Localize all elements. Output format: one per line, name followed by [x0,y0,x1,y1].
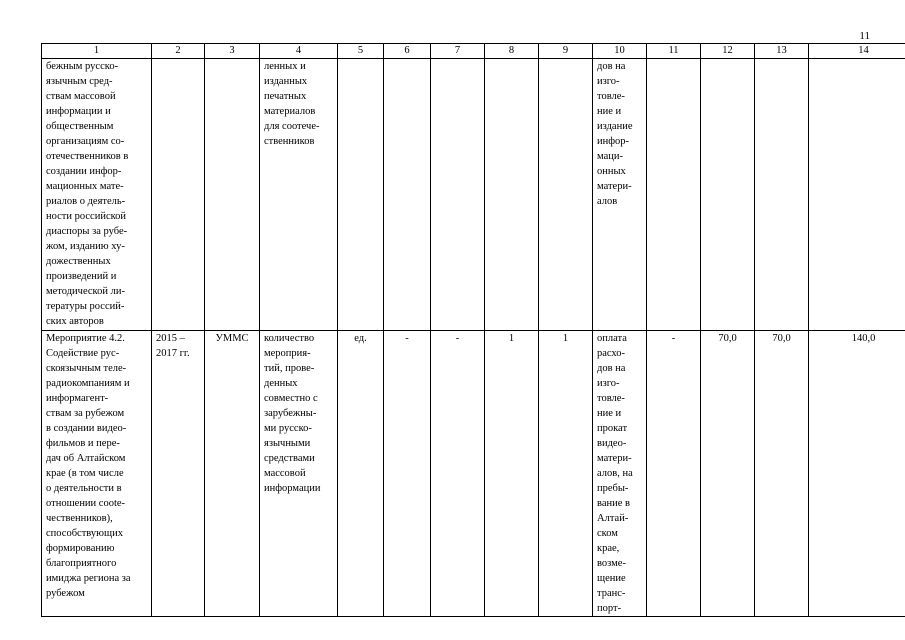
value-cell [384,331,431,617]
page-number: 11 [859,30,870,42]
measure-description: бежным русско- язычным сред- ствам массовой информации и общественным организациям со- отечественников в создании инфор- мационных мате- риалов о деятель- ности российской диаспоры за рубе- жом, изданию ху- дожественных произведений и методической ли- тературы россий- ских авторов [46,61,129,327]
empty-cell [205,59,260,331]
program-measures-table [41,43,905,617]
header-row [42,44,905,59]
empty-cell [809,59,905,331]
indicator-text: ленных и изданных печатных материалов для соотече- ственников [264,61,320,147]
column-number-header: 13 [755,44,809,59]
column-number-header: 3 [205,44,260,59]
expense-direction-text: дов на изго- товле- ние и издание инфор- маци- онных матери- алов [597,61,633,207]
empty-cell [152,59,205,331]
funding-text: 70,0 [718,333,737,344]
column-number-header: 10 [593,44,647,59]
period-cell [152,331,205,617]
executor-cell [205,331,260,617]
indicator-cell [260,59,338,331]
column-number-header: 7 [431,44,485,59]
expense-direction-text: оплата расхо- дов на изго- товле- ние и прокат видео- матери- алов, на пребы- вание в Алтай- ском крае, возме- щение транс- порт- [597,333,633,614]
column-number-header: 4 [260,44,338,59]
value-text: 1 [508,333,515,344]
empty-cell [701,59,755,331]
value-text: - [405,333,409,344]
value-text: 1 [562,333,569,344]
indicator-cell [260,331,338,617]
executor-text: УММС [215,333,249,344]
column-number-header: 12 [701,44,755,59]
empty-cell [647,59,701,331]
column-number-header: 8 [485,44,539,59]
empty-cell [539,59,593,331]
funding-cell [755,331,809,617]
column-number-header: 9 [539,44,593,59]
measure-description-cell [42,59,152,331]
unit-text: ед. [354,333,367,344]
column-number-header: 14 [809,44,905,59]
column-number-header: 11 [647,44,701,59]
column-number-header: 6 [384,44,431,59]
expense-direction-cell [593,331,647,617]
column-number-header: 1 [42,44,152,59]
empty-cell [485,59,539,331]
value-cell [431,331,485,617]
unit-cell [338,331,384,617]
table-row [42,59,905,331]
funding-text: 140,0 [851,333,876,344]
measure-description-cell [42,331,152,617]
empty-cell [755,59,809,331]
funding-text: 70,0 [772,333,791,344]
period-text: 2015 – 2017 гг. [156,333,190,359]
funding-cell [809,331,905,617]
indicator-text: количество мероприя- тий, прове- денных совместно с зарубежны- ми русско- язычными средствами массовой информации [264,333,321,494]
table-row [42,331,905,617]
empty-cell [384,59,431,331]
value-text: - [671,333,676,344]
measure-description: Мероприятие 4.2. Содействие рус- скоязычным теле- радиокомпаниям и информагент- ствам за рубежом в создании видео- фильмов и пере- дач об Алтайском крае (в том числе о деятельности в отношении соote- чественников), способствующих формированию благоприятного имиджа региона за рубежом [46,333,131,599]
funding-cell [701,331,755,617]
value-cell [485,331,539,617]
value-cell [539,331,593,617]
empty-cell [338,59,384,331]
value-cell [647,331,701,617]
value-text: - [455,333,460,344]
expense-direction-cell [593,59,647,331]
empty-cell [431,59,485,331]
column-number-header: 5 [338,44,384,59]
column-number-header: 2 [152,44,205,59]
